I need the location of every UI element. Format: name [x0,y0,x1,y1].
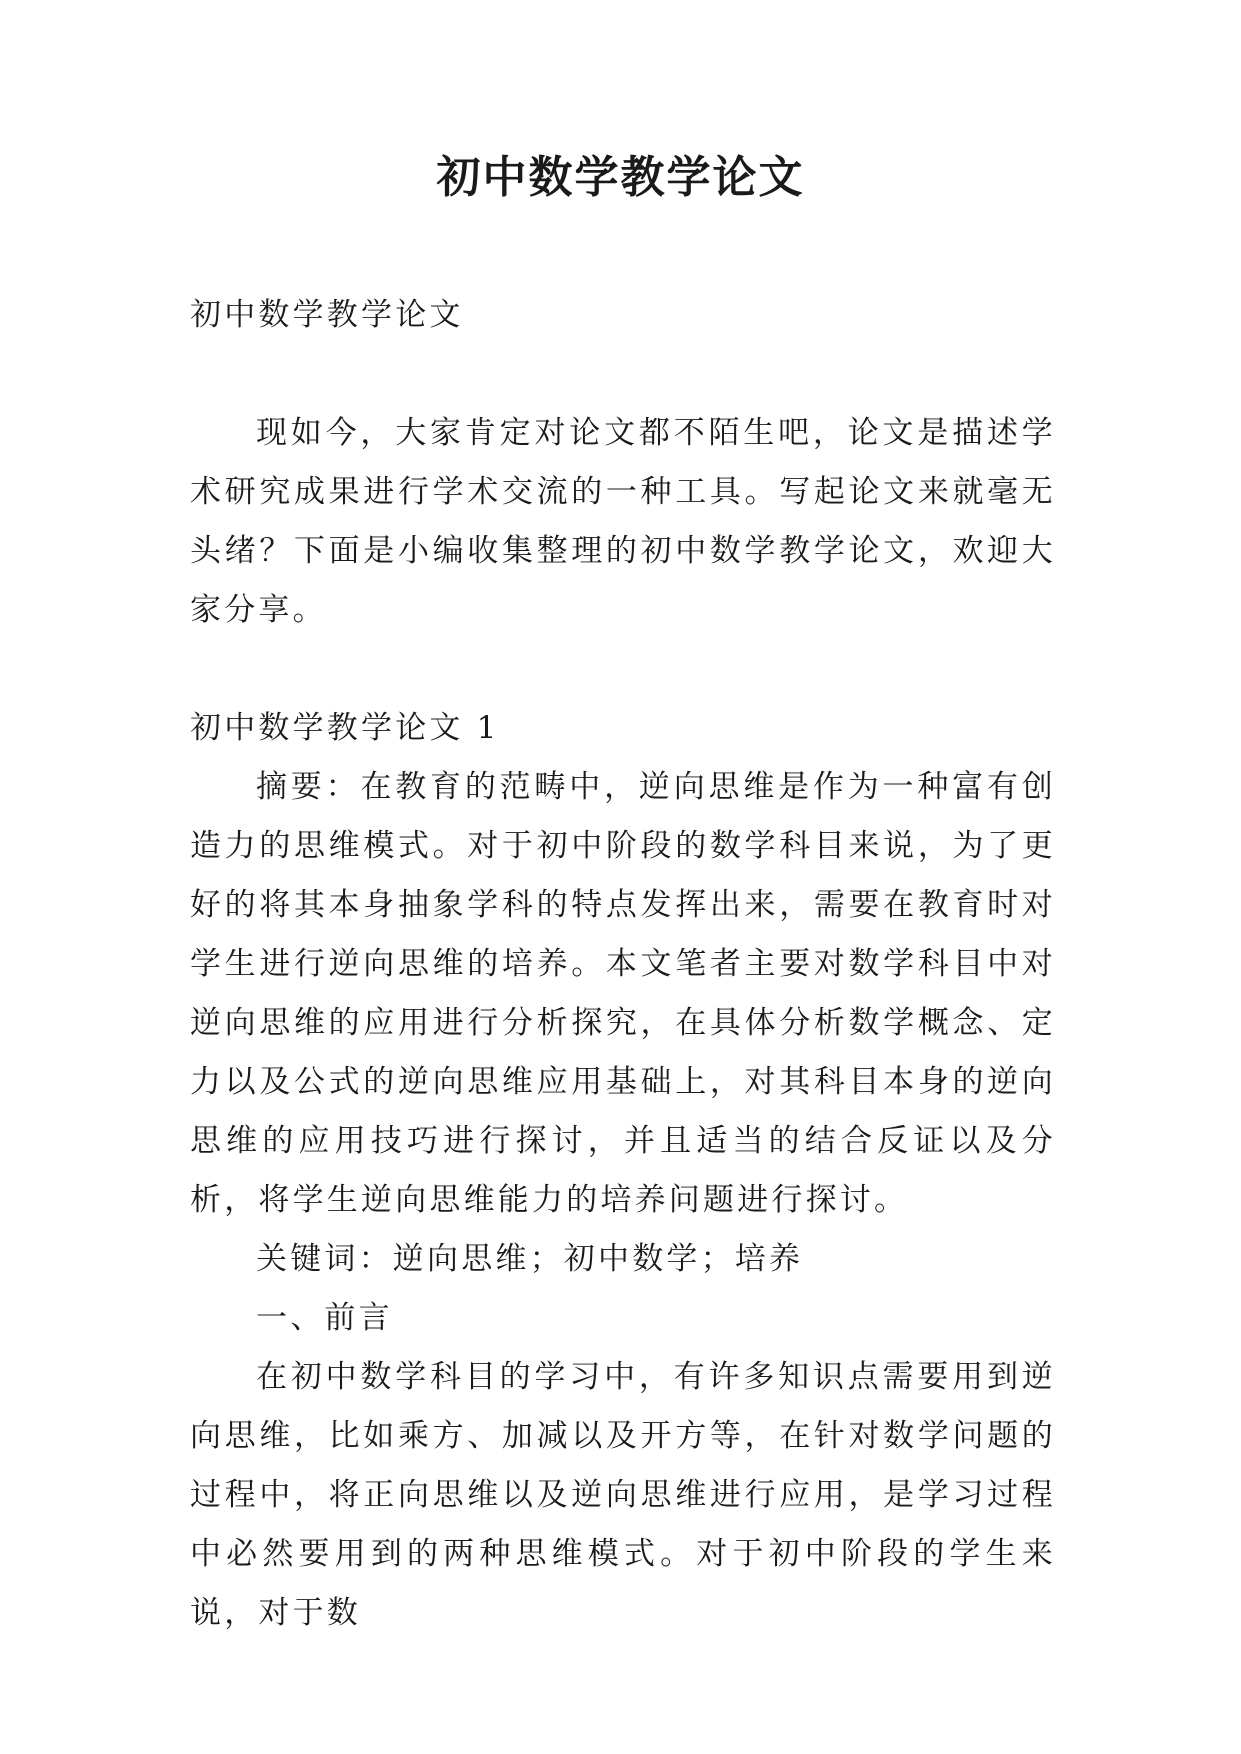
body-paragraph: 在初中数学科目的学习中，有许多知识点需要用到逆向思维，比如乘方、加减以及开方等，在针对数学问题的过程中，将正向思维以及逆向思维进行应用，是学习过程中必然要用到的两种思维模式。对于初中阶段的学生来说，对于数 [190,1359,1056,1631]
document-title: 初中数学教学论文 [436,152,805,203]
keywords-paragraph: 关键词：逆向思维；初中数学；培养 [256,1241,804,1277]
heading-preface: 一、前言 [256,1300,393,1336]
spacer [190,345,1056,404]
intro-paragraph: 现如今，大家肯定对论文都不陌生吧，论文是描述学术研究成果进行学术交流的一种工具。写起论文来就毫无头绪？下面是小编收集整理的初中数学教学论文，欢迎大家分享。 [190,415,1056,628]
subtitle: 初中数学教学论文 [190,297,464,333]
spacer [190,640,1056,699]
section-heading: 初中数学教学论文 1 [190,710,500,746]
abstract-paragraph: 摘要：在教育的范畴中，逆向思维是作为一种富有创造力的思维模式。对于初中阶段的数学科目来说，为了更好的将其本身抽象学科的特点发挥出来，需要在教育时对学生进行逆向思维的培养。本文笔者主要对数学科目中对逆向思维的应用进行分析探究，在具体分析数学概念、定力以及公式的逆向思维应用基础上，对其科目本身的逆向思维的应用技巧进行探讨，并且适当的结合反证以及分析，将学生逆向思维能力的培养问题进行探讨。 [190,769,1056,1218]
document-body [190,286,1056,1643]
